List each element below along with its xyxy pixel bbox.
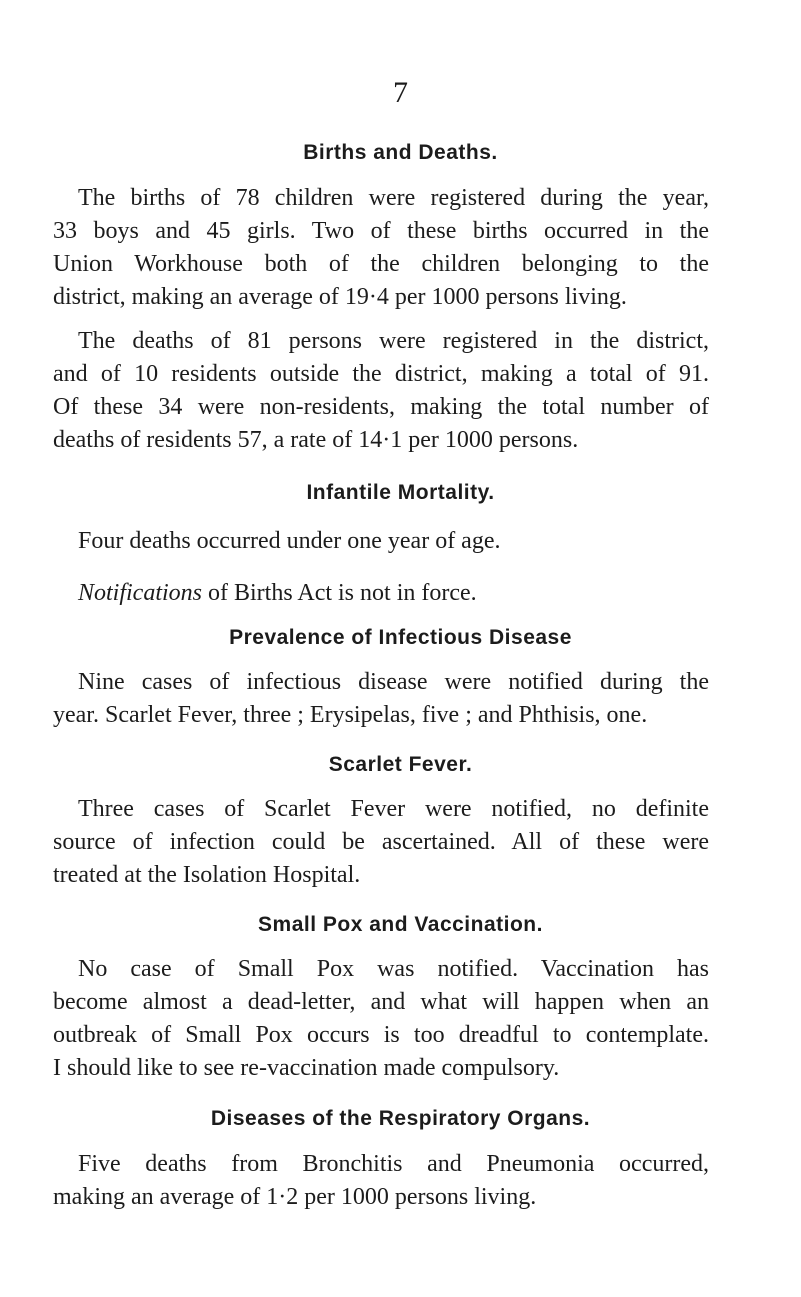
paragraph-small-pox (53, 953, 709, 1085)
text-line: The births of 78 children were registered during the year, (78, 185, 709, 211)
page-number: 7 (393, 76, 408, 109)
notifications-italic: Notifications (78, 580, 203, 606)
heading-scarlet-fever: Scarlet Fever. (328, 753, 473, 776)
text-line: making an average of 1·2 per 1000 persons living. (53, 1184, 537, 1210)
heading-births-deaths: Births and Deaths. (303, 141, 498, 164)
text-line: deaths of residents 57, a rate of 14·1 per 1000 persons. (53, 427, 579, 453)
text-line: Five deaths from Bronchitis and Pneumonia occurred, (78, 1151, 709, 1177)
text-line: year. Scarlet Fever, three ; Erysipelas, five ; and Phthisis, one. (53, 702, 648, 728)
paragraph-deaths (53, 325, 709, 457)
text-line: The deaths of 81 persons were registered in the district, (78, 328, 709, 354)
paragraph-notifications (53, 577, 709, 610)
heading-infantile-mortality: Infantile Mortality. (306, 481, 495, 504)
text-line: Four deaths occurred under one year of age. (78, 528, 501, 554)
text-line: Union Workhouse both of the children belonging to the (53, 251, 709, 277)
text-line: district, making an average of 19·4 per 1000 persons living. (53, 284, 627, 310)
text-line: and of 10 residents outside the district, making a total of 91. (53, 361, 709, 387)
text-line: become almost a dead-letter, and what will happen when an (53, 989, 709, 1015)
paragraph-infant-deaths (53, 525, 709, 558)
text-line: source of infection could be ascertained. All of these were (53, 829, 709, 855)
text-line: Of these 34 were non-residents, making the total number of (53, 394, 709, 420)
text-line: outbreak of Small Pox occurs is too dreadful to contemplate. (53, 1022, 709, 1048)
text-line (53, 577, 709, 610)
paragraph-respiratory (53, 1148, 709, 1214)
heading-respiratory: Diseases of the Respiratory Organs. (210, 1107, 591, 1130)
text-line: Three cases of Scarlet Fever were notified, no definite (78, 796, 709, 822)
text-line: I should like to see re-vaccination made compulsory. (53, 1055, 560, 1081)
paragraph-infectious (53, 666, 709, 732)
paragraph-scarlet-fever (53, 793, 709, 892)
heading-infectious-disease: Prevalence of Infectious Disease (229, 626, 572, 649)
paragraph-births (53, 182, 709, 314)
text-line: Nine cases of infectious disease were notified during the (78, 669, 709, 695)
text-line: 33 boys and 45 girls. Two of these births occurred in the (53, 218, 709, 244)
text-line: treated at the Isolation Hospital. (53, 862, 361, 888)
heading-small-pox: Small Pox and Vaccination. (258, 913, 543, 936)
text-line: No case of Small Pox was notified. Vaccination has (78, 956, 709, 982)
notifications-rest: of Births Act is not in force. (202, 580, 477, 606)
